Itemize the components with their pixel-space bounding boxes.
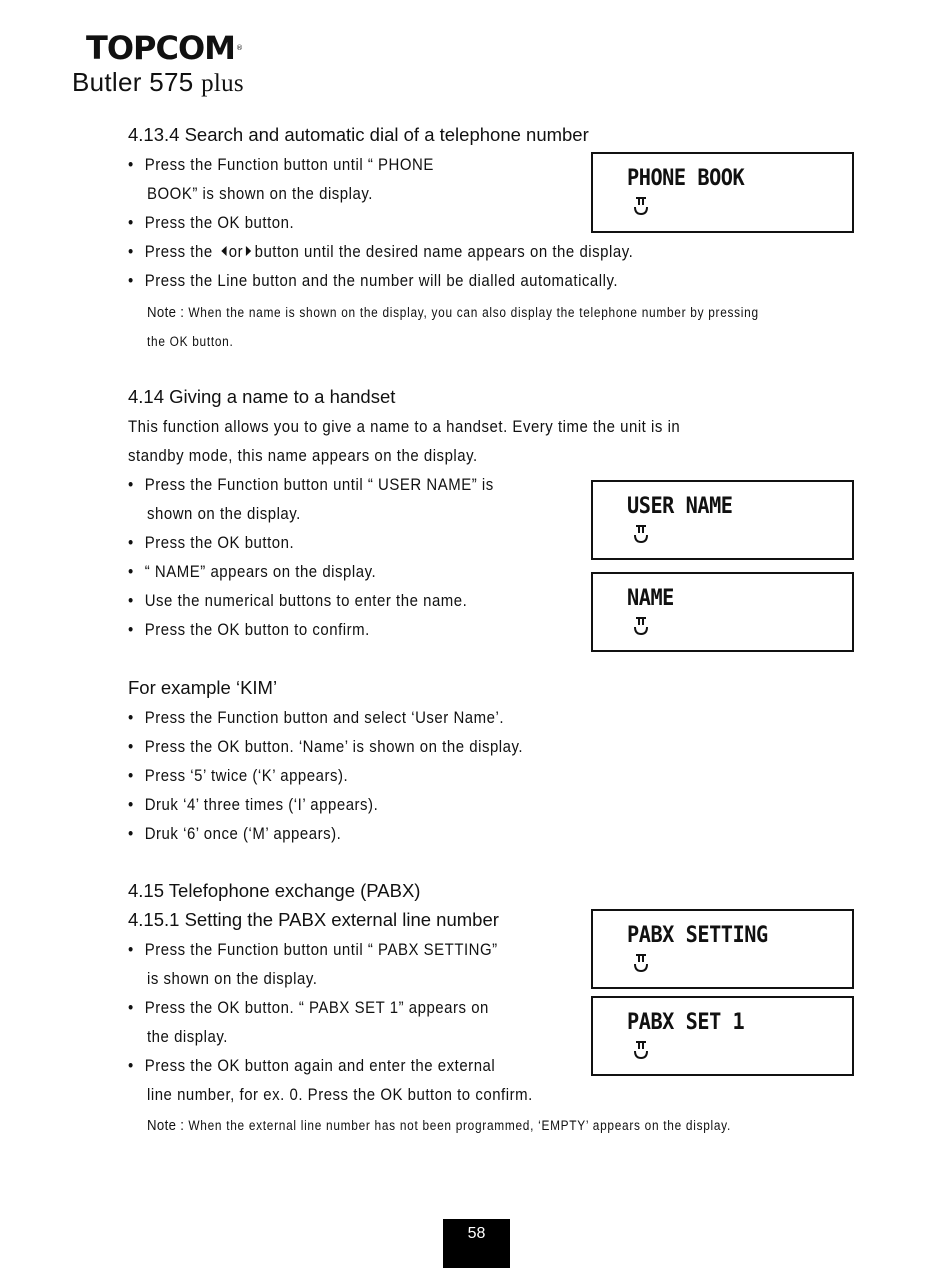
list-item: • Press the Function button until “ PHONE [128,155,434,174]
list-item: • Druk ‘6’ once (‘M’ appears). [128,824,342,843]
list-item-continued: line number, for ex. 0. Press the OK button to confirm. [147,1085,533,1104]
example-title: For example ‘KIM’ [128,677,278,698]
lcd-text: PHONE BOOK [627,166,745,191]
handset-menu-icon [633,196,649,216]
section-title-415: 4.15 Telefophone exchange (PABX) [128,880,421,901]
lcd-display-pabx-set1 [591,996,854,1076]
section-title-414: 4.14 Giving a name to a handset [128,386,396,407]
list-item: • Use the numerical buttons to enter the name. [128,591,468,610]
page-number: 58 [443,1219,510,1268]
list-item: • Press the OK button. [128,213,295,232]
right-arrow-icon [246,246,251,256]
list-item-continued: shown on the display. [147,504,301,523]
list-item: • Press the OK button. ‘Name’ is shown on the display. [128,737,524,756]
left-arrow-icon [221,246,226,256]
lcd-text: USER NAME [627,494,733,519]
lcd-text: NAME [627,586,674,611]
model-name: Butler 575 plus [72,67,244,97]
lcd-display-name [591,572,854,652]
list-item: • Press the OK button. [128,533,295,552]
list-item: • Press the OK button to confirm. [128,620,370,639]
list-item: • Press ‘5’ twice (‘K’ appears). [128,766,349,785]
subsection-title-4151: 4.15.1 Setting the PABX external line number [128,909,499,930]
handset-menu-icon [633,1040,649,1060]
handset-menu-icon [633,953,649,973]
list-item: • Press the Function button and select ‘User Name’. [128,708,505,727]
list-item: • Press the Function button until “ PABX SETTING” [128,940,498,959]
list-item: • Press the Function button until “ USER NAME” is [128,475,494,494]
handset-menu-icon [633,616,649,636]
lcd-text: PABX SET 1 [627,1010,745,1035]
list-item: • Press the Line button and the number will be dialled automatically. [128,271,619,290]
list-item-continued: BOOK” is shown on the display. [147,184,373,203]
list-item-continued: is shown on the display. [147,969,318,988]
list-item: • Press the OK button again and enter the external [128,1056,496,1075]
lcd-display-user-name [591,480,854,560]
lcd-text: PABX SETTING [627,923,768,948]
note: Note : When the name is shown on the display, you can also display the telephone number by pressing [147,304,759,321]
list-item: • Press the or button until the desired name appears on the display. [128,242,634,261]
list-item: • Press the OK button. “ PABX SET 1” appears on [128,998,489,1017]
note-continued: the OK button. [147,334,234,349]
paragraph: This function allows you to give a name to a handset. Every time the unit is in [128,417,681,436]
list-item-continued: the display. [147,1027,228,1046]
section-title-4134: 4.13.4 Search and automatic dial of a telephone number [128,124,589,145]
lcd-display-phone-book [591,152,854,233]
lcd-display-pabx-setting [591,909,854,989]
handset-menu-icon [633,524,649,544]
topcom-logo: TOPCOM® [86,29,243,67]
list-item: • Druk ‘4’ three times (‘I’ appears). [128,795,379,814]
list-item: • “ NAME” appears on the display. [128,562,377,581]
paragraph: standby mode, this name appears on the display. [128,446,478,465]
note: Note : When the external line number has not been programmed, ‘EMPTY’ appears on the display. [147,1117,731,1134]
